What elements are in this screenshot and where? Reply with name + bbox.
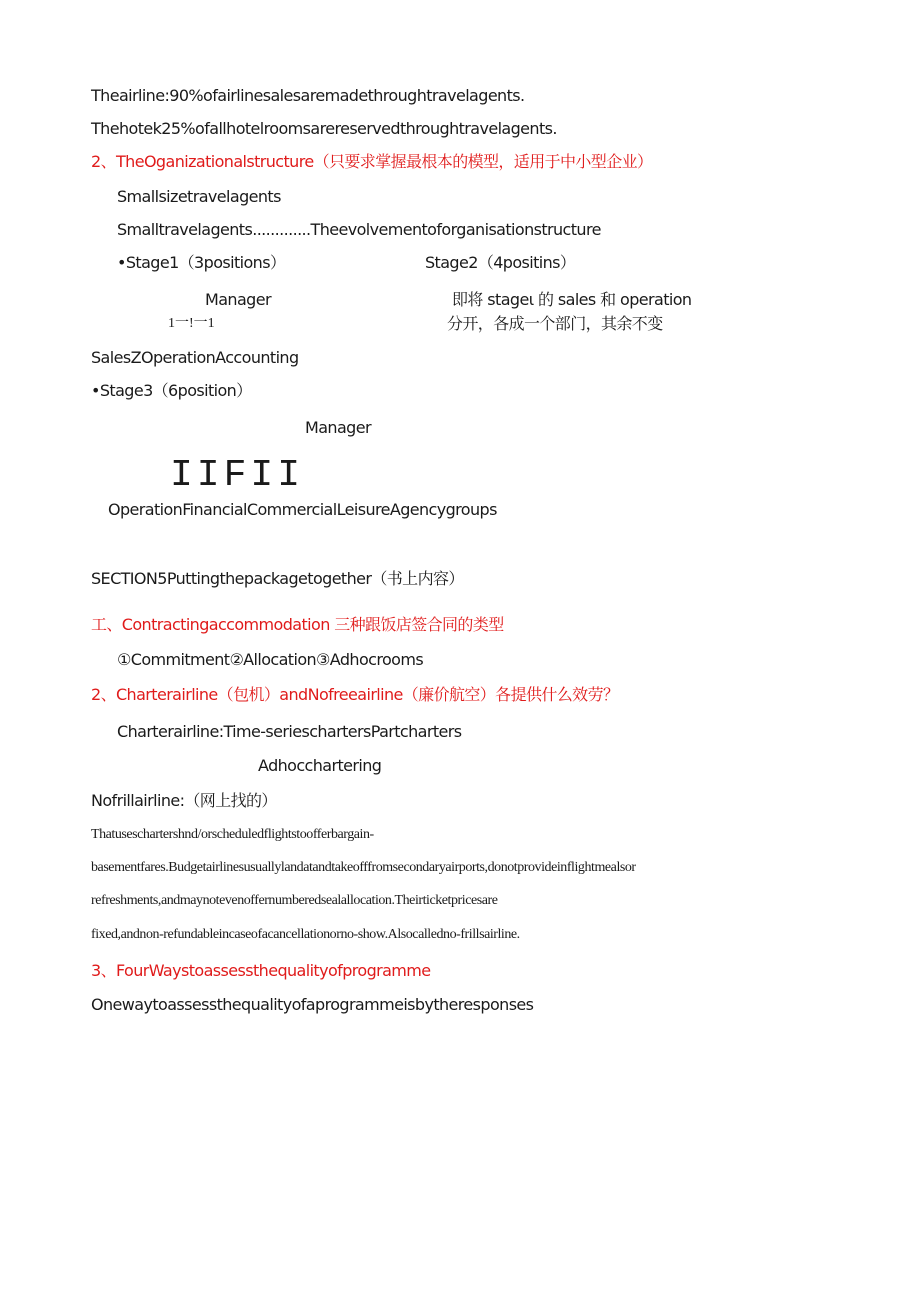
heading-assess-quality: 3、FourWaystoassessthequalityofprogramme xyxy=(91,961,431,980)
stage2-note-line1: 即将 stageι 的 sales 和 operation xyxy=(452,290,692,309)
assess-quality-line: Onewaytoassessthequalityofaprogrammeisbytheresponses xyxy=(91,995,534,1014)
heading-organizational-structure: 2、TheOganizationalstructure（只要求掌握最根本的模型，适用于中小型企业） xyxy=(91,152,653,171)
stage3-manager: Manager xyxy=(305,418,371,437)
stage1-label: •Stage1（3positions） xyxy=(117,253,286,272)
charter-airline-line: Charterairline:Time-serieschartersPartcharters xyxy=(117,722,462,741)
stage1-manager: Manager xyxy=(205,290,271,309)
stage3-tree-connector: IIFII xyxy=(170,454,305,497)
small-size-agents-line: Smallsizetravelagents xyxy=(117,187,281,206)
stage3-label: •Stage3（6position） xyxy=(91,381,252,400)
stage1-departments: SalesZOperationAccounting xyxy=(91,348,299,367)
heading-charter-airline: 2、Charterairline（包机）andNofreeairline（廉价航空）各提供什么效劳？ xyxy=(91,685,619,704)
section5-heading: SECTION5Puttingthepackagetogether（书上内容） xyxy=(91,569,464,588)
stage3-departments: OperationFinancialCommercialLeisureAgencygroups xyxy=(108,500,497,519)
adhoc-chartering-line: Adhocchartering xyxy=(258,756,382,775)
nofrill-paragraph-line2: basementfares.Budgetairlinesusuallylandatandtakeofffromsecondaryairports,donotprovideinflightmealsor xyxy=(91,860,636,875)
small-agents-evolvement-line: Smalltravelagents.............Theevolvementoforganisationstructure xyxy=(117,220,601,239)
hotel-stat-line: Thehotek25%ofallhotelroomsarereservedthroughtravelagents. xyxy=(91,119,557,138)
stage2-note-line2: 分开，各成一个部门，其余不变 xyxy=(447,314,663,333)
airline-stat-line: Theairline:90%ofairlinesalesaremadethroughtravelagents. xyxy=(91,86,525,105)
contract-types-line: ①Commitment②Allocation③Adhocrooms xyxy=(117,650,424,669)
nofrill-paragraph-line3: refreshments,andmaynotevenoffernumberedsealallocation.Theirticketpricesare xyxy=(91,893,498,908)
stage2-label: Stage2（4positins） xyxy=(425,253,576,272)
heading-contracting-accommodation: 工、Contractingaccommodation 三种跟饭店签合同的类型 xyxy=(91,615,504,634)
nofrill-paragraph-line1: Thatuseschartershnd/orscheduledflightstoofferbargain- xyxy=(91,827,374,842)
stage1-tree-connector: 1一!一1 xyxy=(168,316,215,331)
nofrill-paragraph-line4: fixed,andnon-refundableincaseofacancellationorno-show.Alsocalledno-frillsairline. xyxy=(91,927,520,942)
nofrill-airline-line: Nofrillairline:（网上找的） xyxy=(91,791,277,810)
